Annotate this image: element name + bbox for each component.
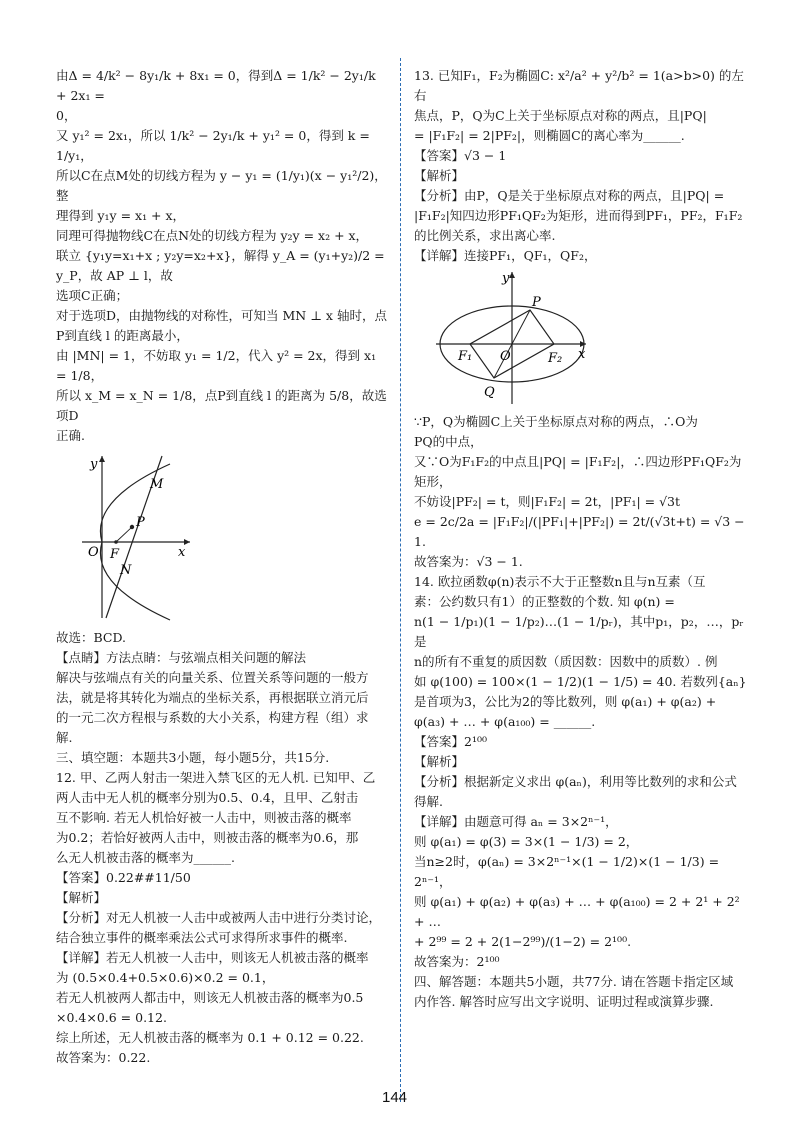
text-line: 【解析】 xyxy=(414,754,465,769)
text-line: 结合独立事件的概率乘法公式可求得所求事件的概率. xyxy=(56,930,348,945)
text-line: 【详解】若无人机被一人击中，则该无人机被击落的概率 xyxy=(56,950,369,965)
label-F: F xyxy=(110,547,120,562)
right-text-bottom xyxy=(414,412,748,1012)
text-line: 如 φ(100) = 100×(1 − 1/2)(1 − 1/5) = 40. 若数列{aₙ} xyxy=(414,674,747,689)
label-Q: Q xyxy=(484,385,495,400)
text-line: 得解. xyxy=(414,794,443,809)
text-line: 当n≥2时，φ(aₙ) = 3×2ⁿ⁻¹×(1 − 1/2)×(1 − 1/3) = 2ⁿ⁻¹， xyxy=(414,854,720,889)
text-line: 【详解】由题意可得 aₙ = 3×2ⁿ⁻¹， xyxy=(414,814,618,829)
text-line: 又∵O为F₁F₂的中点且|PQ| = |F₁F₂|，∴四边形PF₁QF₂为 xyxy=(414,454,742,469)
text-line: 则 φ(a₁) + φ(a₂) + φ(a₃) + … + φ(a₁₀₀) = 2 + 2¹ + 2² + … xyxy=(414,894,740,929)
text-line: 13. 已知F₁，F₂为椭圆C: x²/a² + y²/b² = 1(a>b>0) 的左右 xyxy=(414,68,744,103)
text-line: 【答案】2¹⁰⁰ xyxy=(414,734,487,749)
text-line: 【分析】由P，Q是关于坐标原点对称的两点，且|PQ| = xyxy=(414,188,725,203)
label-O: O xyxy=(500,349,511,364)
text-line: 12. 甲、乙两人射击一架进入禁飞区的无人机. 已知甲、乙 xyxy=(56,770,376,785)
text-line: P到直线 l 的距离最小， xyxy=(56,328,189,343)
text-line: 【答案】0.22##11/50 xyxy=(56,870,191,885)
text-line: 是首项为3，公比为2的等比数列，则 φ(a₁) + φ(a₂) + xyxy=(414,694,717,709)
text-line: 内作答. 解答时应写出文字说明、证明过程或演算步骤. xyxy=(414,994,714,1009)
text-line: 故答案为：0.22. xyxy=(56,1050,151,1065)
text-line: 么无人机被击落的概率为______. xyxy=(56,850,235,865)
text-line: 矩形， xyxy=(414,474,452,489)
text-line: 同理可得抛物线C在点N处的切线方程为 y₂y = x₂ + x， xyxy=(56,228,369,243)
text-line: 0， xyxy=(56,108,77,123)
text-line: 【详解】连接PF₁，QF₁，QF₂， xyxy=(414,248,597,263)
label-O: O xyxy=(88,545,99,560)
text-line: n的所有不重复的质因数（质因数：因数中的质数）. 例 xyxy=(414,654,718,669)
text-line: 解决与弦端点有关的向量关系、位置关系等问题的一般方 xyxy=(56,670,369,685)
text-line: 法，就是将其转化为端点的坐标关系，再根据联立消元后 xyxy=(56,690,369,705)
text-line: 四、解答题：本题共5小题，共77分. 请在答题卡指定区域 xyxy=(414,974,734,989)
label-N: N xyxy=(120,563,132,578)
text-line: 又 y₁² = 2x₁，所以 1/k² − 2y₁/k + y₁² = 0，得到 k = 1/y₁， xyxy=(56,128,370,163)
text-line: 焦点，P，Q为C上关于坐标原点对称的两点，且|PQ| xyxy=(414,108,707,123)
text-line: |F₁F₂|知四边形PF₁QF₂为矩形，进而得到PF₁，PF₂，F₁F₂ xyxy=(414,208,743,223)
label-P: P xyxy=(532,295,541,310)
text-line: 对于选项D，由抛物线的对称性，可知当 MN ⊥ x 轴时，点 xyxy=(56,308,387,323)
text-line: 【答案】√3 − 1 xyxy=(414,148,507,163)
left-column xyxy=(56,66,390,1068)
text-line: 所以C在点M处的切线方程为 y − y₁ = (1/y₁)(x − y₁²/2)，整 xyxy=(56,168,387,203)
text-line: 综上所述，无人机被击落的概率为 0.1 + 0.12 = 0.22. xyxy=(56,1030,364,1045)
text-line: 【分析】根据新定义求出 φ(aₙ)，利用等比数列的求和公式 xyxy=(414,774,737,789)
label-F2: F₂ xyxy=(548,351,563,366)
text-line: 素：公约数只有1）的正整数的个数. 知 φ(n) = xyxy=(414,594,675,609)
text-line: 14. 欧拉函数φ(n)表示不大于正整数n且与n互素（互 xyxy=(414,574,706,589)
text-line: 三、填空题：本题共3小题，每小题5分，共15分. xyxy=(56,750,330,765)
text-line: 若无人机被两人都击中，则该无人机被击落的概率为0.5 xyxy=(56,990,364,1005)
text-line: 互不影响. 若无人机恰好被一人击中，则被击落的概率 xyxy=(56,810,352,825)
label-F1: F₁ xyxy=(458,349,473,364)
ellipse-figure xyxy=(432,268,592,408)
text-line: 故选：BCD. xyxy=(56,630,127,645)
label-M: M xyxy=(150,477,164,492)
text-line: 故答案为：√3 − 1. xyxy=(414,554,523,569)
text-line: n(1 − 1/p₁)(1 − 1/p₂)…(1 − 1/pᵣ)，其中p₁，p₂，…，pᵣ是 xyxy=(414,614,744,649)
label-P: P xyxy=(136,515,145,530)
text-line: 【解析】 xyxy=(56,890,107,905)
segment-FP xyxy=(116,527,132,542)
text-line: 理得到 y₁y = x₁ + x， xyxy=(56,208,186,223)
text-line: 正确. xyxy=(56,428,85,443)
text-line: 两人击中无人机的概率分别为0.5、0.4，且甲、乙射击 xyxy=(56,790,359,805)
label-x: x xyxy=(178,545,186,560)
text-line: 故答案为：2¹⁰⁰ xyxy=(414,954,500,969)
text-line: 解. xyxy=(56,730,73,745)
right-column xyxy=(414,66,748,1012)
text-line: 不妨设|PF₂| = t，则|F₁F₂| = 2t，|PF₁| = √3t xyxy=(414,494,681,509)
text-line: PQ的中点， xyxy=(414,434,483,449)
text-line: 【分析】对无人机被一人击中或被两人击中进行分类讨论， xyxy=(56,910,382,925)
text-line: 的一元二次方程根与系数的大小关系，构建方程（组）求 xyxy=(56,710,369,725)
label-y: y xyxy=(90,457,98,472)
left-text-bottom xyxy=(56,628,390,1068)
text-line: 【点睛】方法点睛：与弦端点相关问题的解法 xyxy=(56,650,307,665)
text-line: 的比例关系，求出离心率. xyxy=(414,228,556,243)
text-line: e = 2c/2a = |F₁F₂|/(|PF₁|+|PF₂|) = 2t/(√3t+t) = √3 − 1. xyxy=(414,514,745,549)
left-text-top xyxy=(56,66,390,446)
text-line: 为0.2；若恰好被两人击中，则被击落的概率为0.6，那 xyxy=(56,830,359,845)
label-x: x xyxy=(578,347,586,362)
y-axis-arrow xyxy=(99,456,105,462)
text-line: 由 |MN| = 1，不妨取 y₁ = 1/2，代入 y² = 2x，得到 x₁ = 1/8， xyxy=(56,348,377,383)
parabola-figure xyxy=(60,450,200,622)
label-y: y xyxy=(502,271,510,286)
text-line: ∵P，Q为椭圆C上关于坐标原点对称的两点，∴O为 xyxy=(414,414,698,429)
text-line: = |F₁F₂| = 2|PF₂|，则椭圆C的离心率为______. xyxy=(414,128,685,143)
text-line: 所以 x_M = x_N = 1/8，点P到直线 l 的距离为 5/8，故选项D xyxy=(56,388,387,423)
text-line: φ(a₃) + … + φ(a₁₀₀) = ______. xyxy=(414,714,596,729)
text-line: 联立 {y₁y=x₁+x ; y₂y=x₂+x}，解得 y_A = (y₁+y₂)/2 = y_P，故 AP ⊥ l，故 xyxy=(56,248,385,283)
text-line: 【解析】 xyxy=(414,168,465,183)
column-divider xyxy=(400,58,401,1102)
text-line: 则 φ(a₁) = φ(3) = 3×(1 − 1/3) = 2， xyxy=(414,834,639,849)
text-line: ×0.4×0.6 = 0.12. xyxy=(56,1010,167,1025)
text-line: 选项C正确； xyxy=(56,288,129,303)
page-number: 144 xyxy=(382,1089,408,1106)
text-line: 由Δ = 4/k² − 8y₁/k + 8x₁ = 0，得到Δ = 1/k² − 2y₁/k + 2x₁ = xyxy=(56,68,376,103)
text-line: 为 (0.5×0.4+0.5×0.6)×0.2 = 0.1， xyxy=(56,970,275,985)
right-text-top xyxy=(414,66,748,266)
y-axis-arrow xyxy=(509,272,515,278)
text-line: + 2⁹⁹ = 2 + 2(1−2⁹⁹)/(1−2) = 2¹⁰⁰. xyxy=(414,934,632,949)
